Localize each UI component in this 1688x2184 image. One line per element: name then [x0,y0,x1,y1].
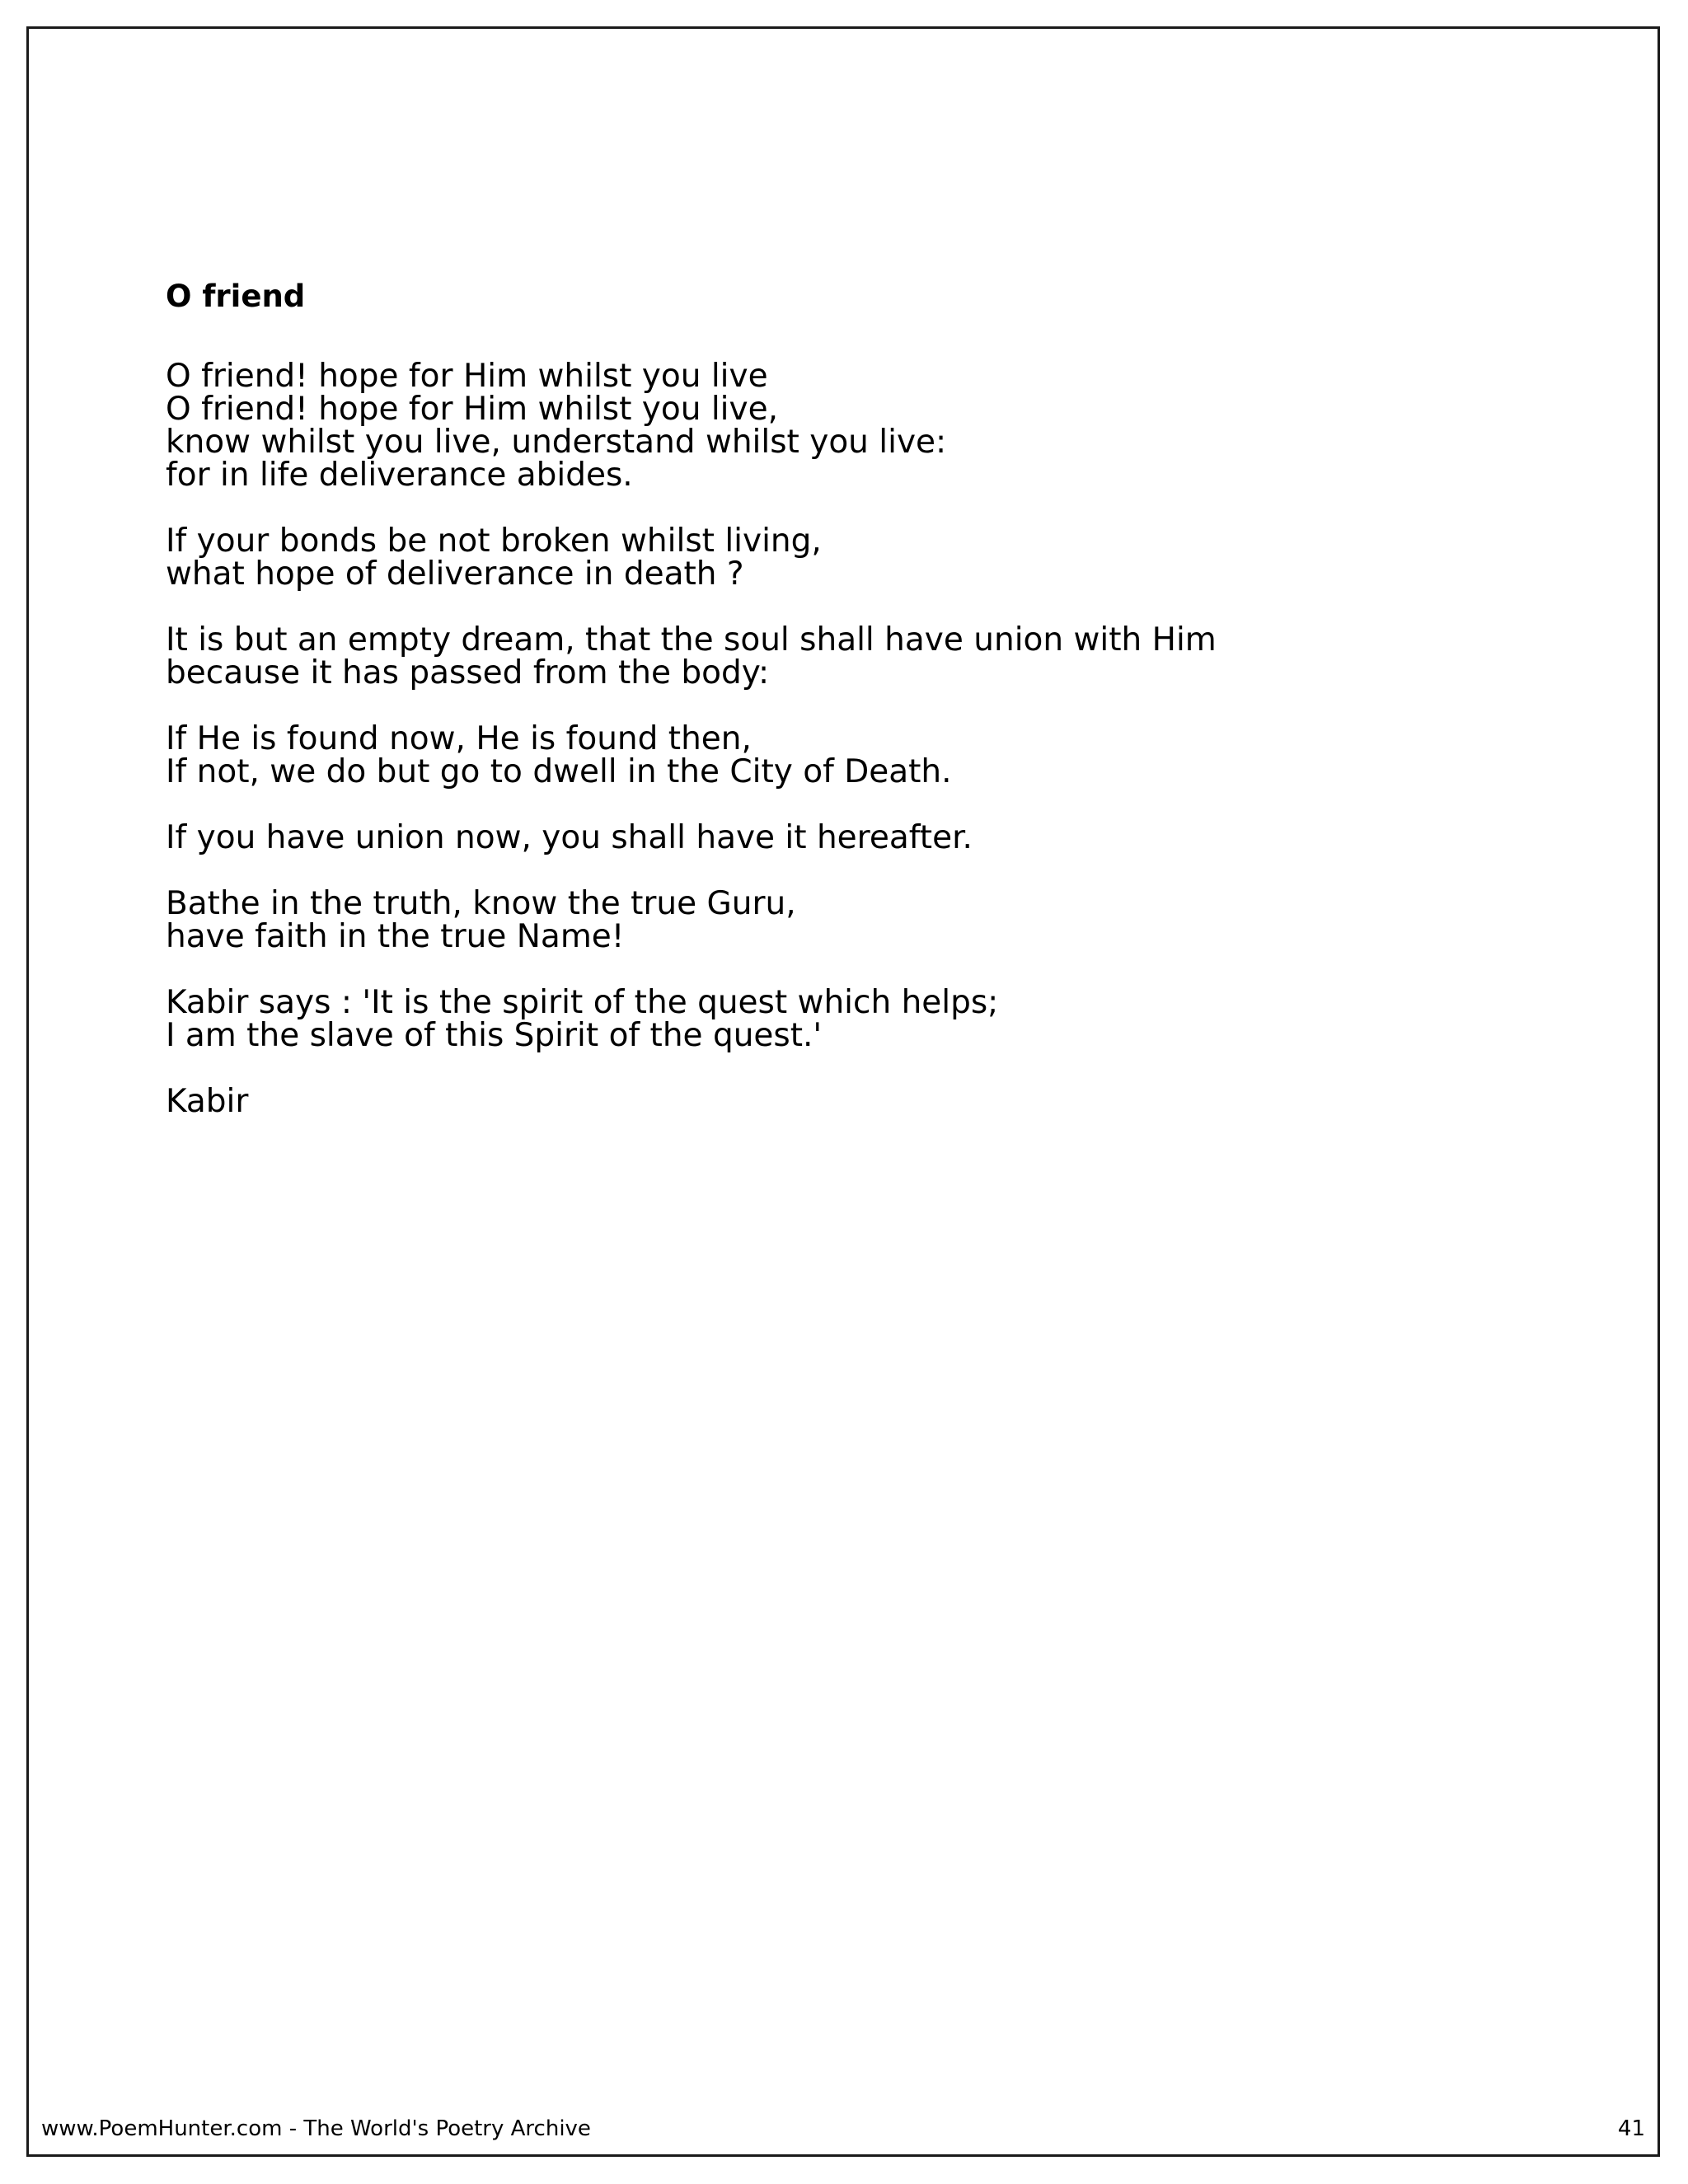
poem-line: Bathe in the truth, know the true Guru, [166,885,796,922]
stanza-6 [166,885,1217,955]
poem-line: Kabir says : 'It is the spirit of the quest which helps; [166,984,999,1021]
poem-line: If you have union now, you shall have it hereafter. [166,819,973,856]
poem-line: O friend! hope for Him whilst you live [166,358,768,395]
stanza-3 [166,621,1217,691]
poem-line: If He is found now, He is found then, [166,720,752,757]
poem-line: have faith in the true Name! [166,918,625,955]
poem-line: for in life deliverance abides. [166,457,633,494]
poem-line: because it has passed from the body: [166,654,770,691]
stanza-5 [166,819,1217,856]
poem-body [166,360,1217,1118]
poem-line: I am the slave of this Spirit of the quest.' [166,1017,823,1054]
poem-line: know whilst you live, understand whilst you live: [166,424,947,461]
poem-line: If your bonds be not broken whilst living, [166,523,822,560]
stanza-4 [166,720,1217,790]
poem-title: O friend [166,279,306,314]
poem-line: what hope of deliverance in death ? [166,555,744,593]
poem-line: If not, we do but go to dwell in the City of Death. [166,753,952,790]
poem-line: It is but an empty dream, that the soul shall have union with Him [166,621,1217,658]
poem-author: Kabir [166,1083,249,1120]
footer-source: www.PoemHunter.com - The World's Poetry Archive [41,2116,591,2141]
page-number: 41 [1617,2116,1645,2141]
poem-line: O friend! hope for Him whilst you live, [166,391,778,428]
stanza-1 [166,360,1217,492]
stanza-2 [166,525,1217,591]
stanza-7 [166,984,1217,1054]
